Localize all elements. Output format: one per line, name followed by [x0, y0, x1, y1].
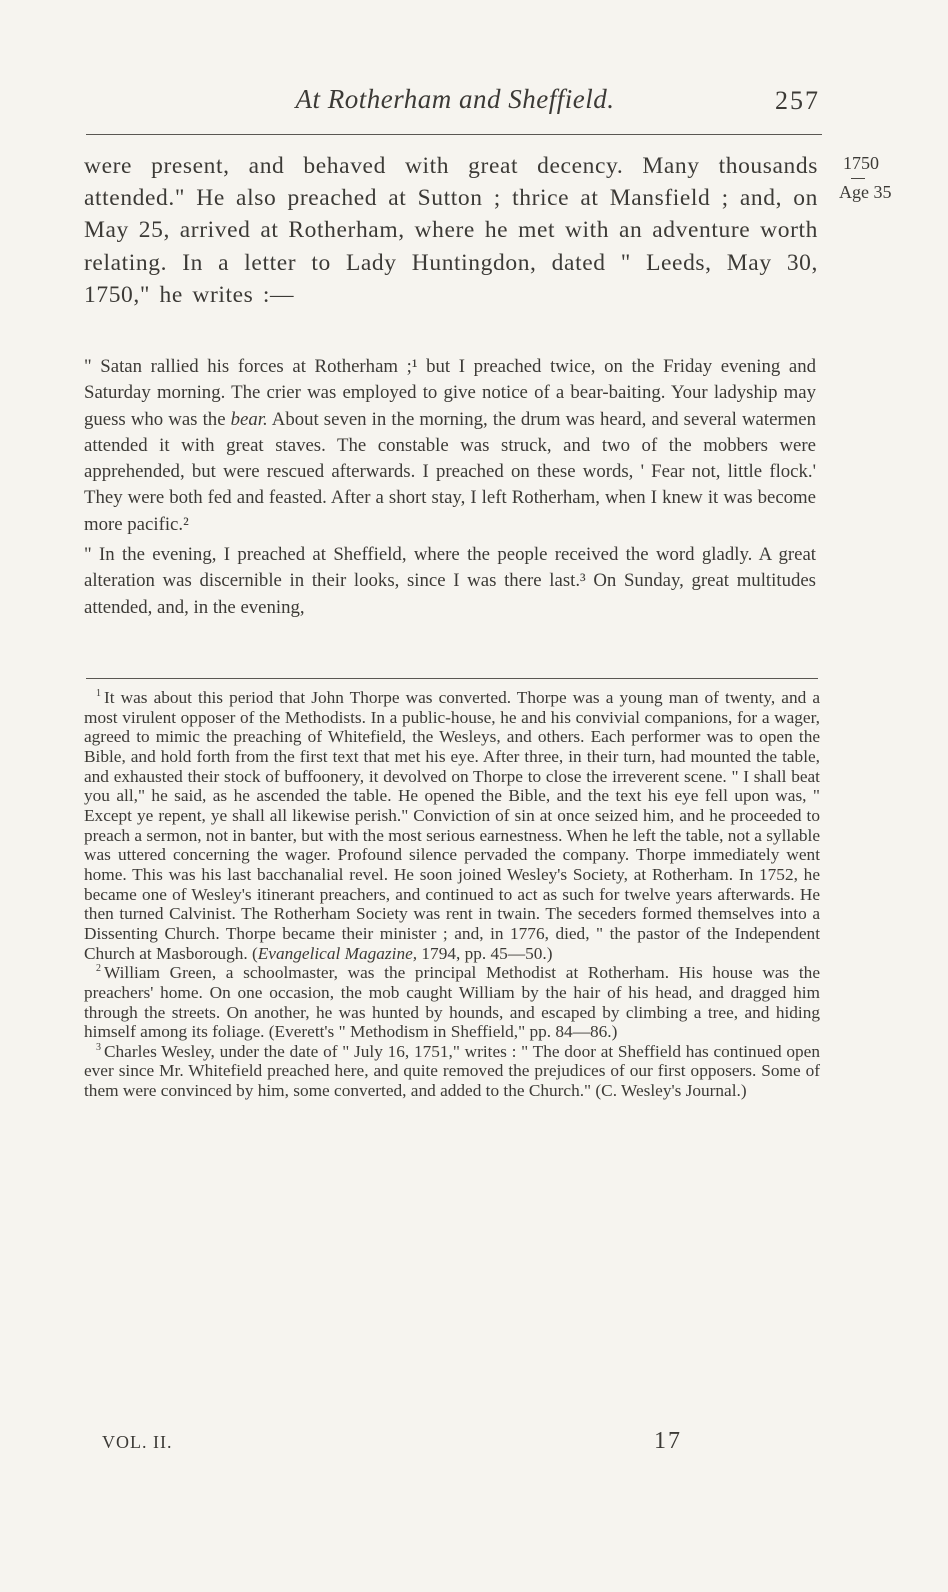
footnote-2-text: William Green, a schoolmaster, was the principal Methodist at Rotherham. His house was the preachers' home. On one occasion, the mob caught William by the hair of his head, and dragged him through the streets. On another, he was hunted by hounds, and escaped by climbing a tree, and hiding himself among its foliage. (Everett's " Methodism in Sheffield," pp. 84—86.)	[84, 963, 820, 1042]
footnote-3	[84, 1042, 820, 1101]
header-rule	[86, 134, 822, 135]
quote-p1-text: " Satan rallied his forces at Rotherham ;¹ but I preached twice, on the Friday evening and Saturday morning. The crier was employed to give notice of a bear-baiting. Your ladyship may guess who was the	[84, 356, 816, 430]
footnote-3-mark: 3	[96, 1042, 101, 1054]
letter-quote	[84, 354, 816, 625]
main-paragraph: were present, and behaved with great decency. Many thousands attended." He also preached at Sutton ; thrice at Mansfield ; and, on May 25, arrived at Rotherham, where he met with an adventure worth relating. In a letter to Lady Huntingdon, dated " Leeds, May 30, 1750," he writes :—	[84, 153, 818, 308]
footnote-2-mark: 2	[96, 963, 101, 975]
page-number: 257	[775, 86, 820, 115]
quote-paragraph-1	[84, 354, 816, 538]
margin-age: Age 35	[839, 182, 892, 202]
volume-label: VOL. II.	[102, 1432, 173, 1452]
running-head	[90, 82, 820, 122]
signature-mark: 17	[654, 1428, 682, 1454]
footnote-1	[84, 688, 820, 963]
margin-dash	[851, 178, 865, 179]
footnote-1-emphasis: Evangelical Magazine,	[257, 943, 418, 963]
footnote-1-mark: 1	[96, 688, 101, 700]
page-foot	[102, 1428, 702, 1462]
quote-p1-emphasis: bear.	[230, 408, 268, 430]
footnote-3-text: Charles Wesley, under the date of " July 16, 1751," writes : " The door at Sheffield has continued open ever since Mr. Whitefield preached here, and quite removed the prejudices of our first opposers. Some of them were convinced by him, some converted, and added to the Church." (C. Wesley's Journal.)	[84, 1041, 820, 1101]
quote-paragraph-2: " In the evening, I preached at Sheffield, where the people received the word gladly. A great alteration was discernible in their looks, since I was there last.³ On Sunday, great multitudes attended, and, in the evening,	[84, 544, 816, 618]
running-title: At Rotherham and Sheffield.	[295, 84, 615, 114]
margin-year: 1750	[843, 153, 879, 173]
footnote-1-text-after: 1794, pp. 45—50.)	[417, 943, 553, 963]
margin-note	[839, 152, 903, 203]
footnote-1-text: It was about this period that John Thorpe was converted. Thorpe was a young man of twenty, and a most virulent opposer of the Methodists. In a public-house, he and his convivial companions, for a wager, agreed to mimic the preaching of Whitefield, the Wesleys, and others. Each performer was to open the Bible, and hold forth from the first text that met his eye. After three, in their turn, had mounted the table, and exhausted their stock of buffoonery, it devolved on Thorpe to close the irreverent scene. " I shall beat you all," he said, as he ascended the table. He opened the Bible, and the text his eye fell upon was, " Except ye repent, ye shall all likewise perish." Conviction of sin at once seized him, and he proceeded to preach a sermon, not in banter, but with the most serious earnestness. When he left the table, not a syllable was uttered concerning the wager. Profound silence pervaded the company. Thorpe immediately went home. This was his last bacchanalial revel. He soon joined Wesley's Society, at Rotherham. In 1752, he became one of Wesley's itinerant preachers, and continued to act as such for twelve years afterwards. He then turned Calvinist. The Rotherham Society was rent in twain. The seceders formed themselves into a Dissenting Church. Thorpe became their minister ; and, in 1776, died, " the pastor of the Independent Church at Masborough. (	[84, 688, 820, 963]
footnote-rule	[86, 678, 818, 679]
footnote-2	[84, 963, 820, 1042]
footnotes	[84, 688, 820, 1101]
quote-p1-text-after: About seven in the morning, the drum was heard, and several watermen attended it with great staves. The constable was struck, and two of the mobbers were apprehended, but were rescued afterwards. I preached on these words, ' Fear not, little flock.' They were both fed and feasted. After a short stay, I left Rotherham, when I knew it was become more pacific.²	[84, 408, 816, 535]
